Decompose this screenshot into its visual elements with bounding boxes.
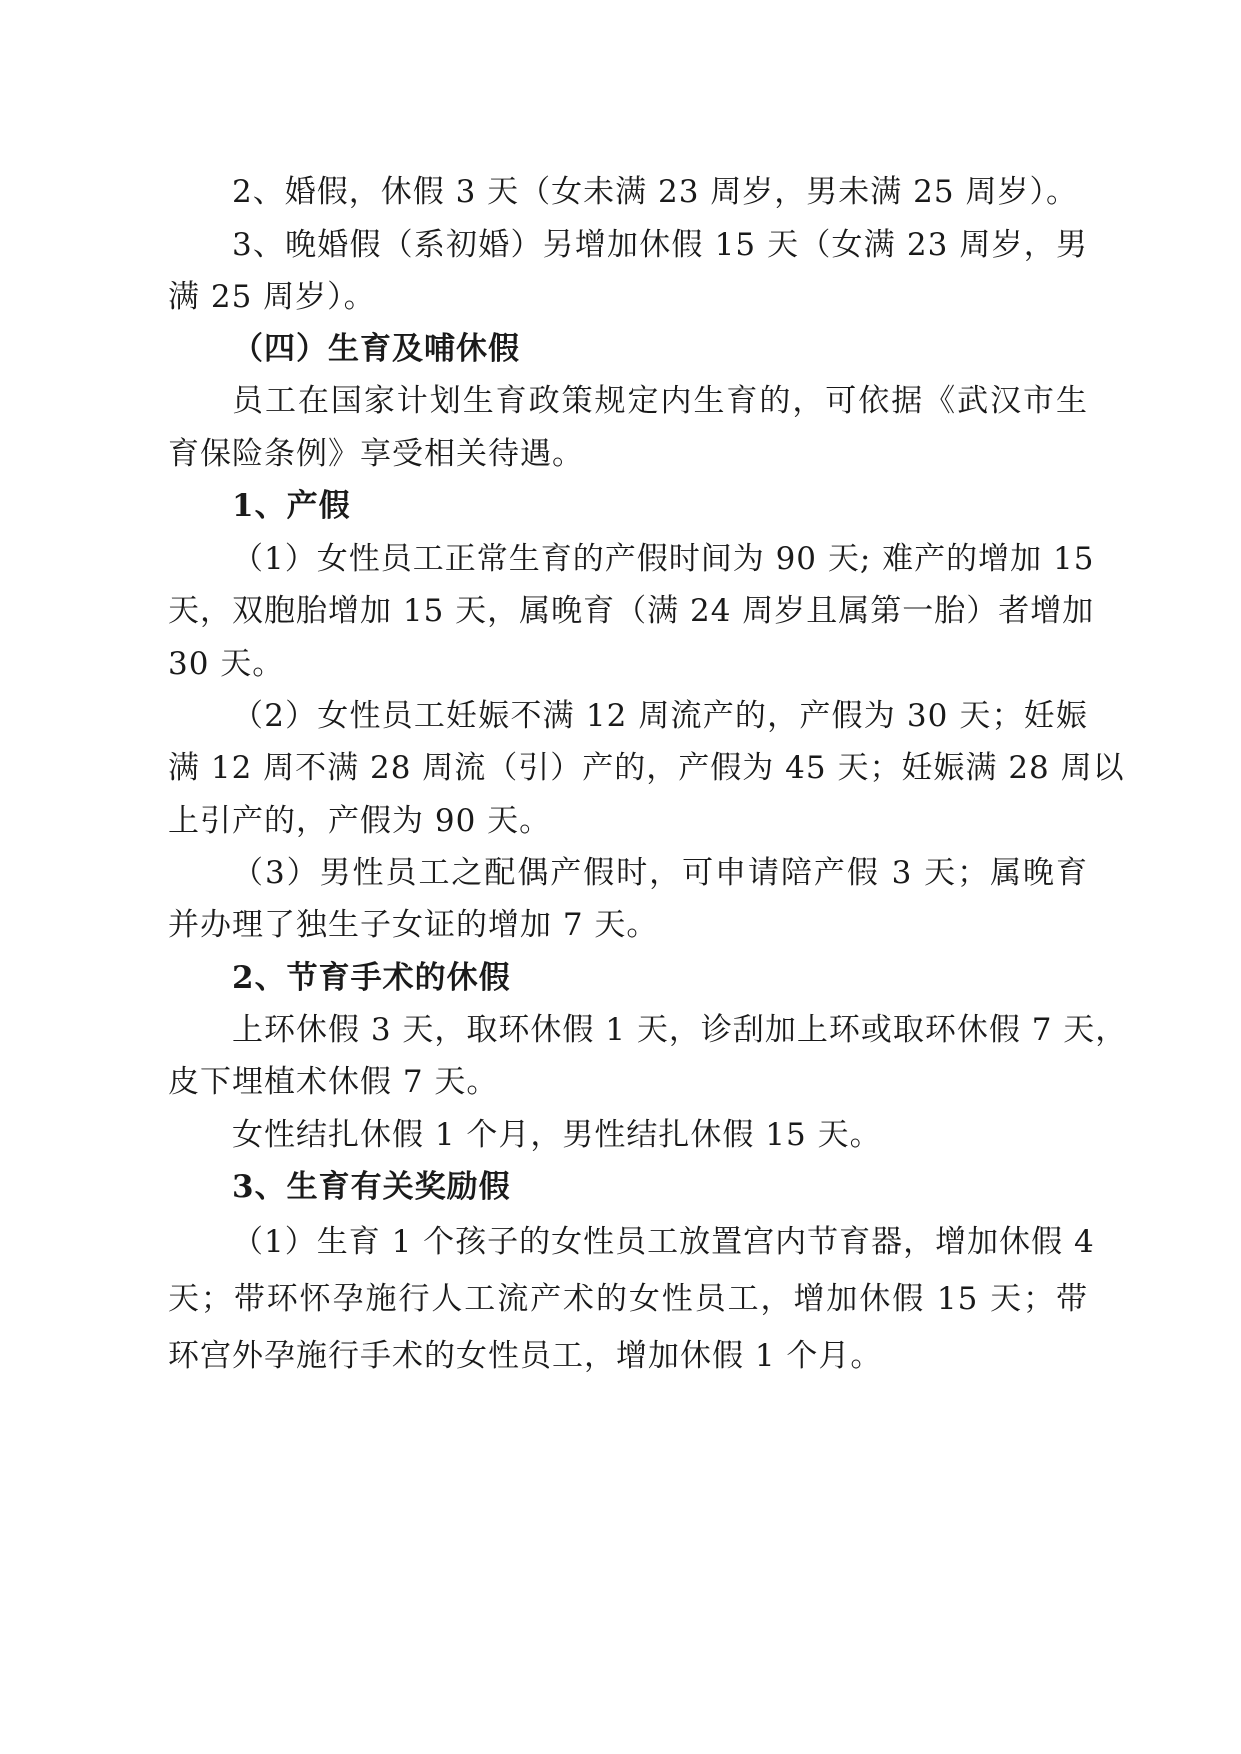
paragraph-sterilization-leave: 女性结扎休假 1 个月，男性结扎休假 15 天。 xyxy=(232,1117,882,1153)
paragraph-reward-item-1-line-1: （1）生育 1 个孩子的女性员工放置宫内节育器，增加休假 4 xyxy=(232,1224,1095,1260)
paragraph-item-1-line-3: 30 天。 xyxy=(168,646,285,682)
paragraph-marriage-leave: 2、婚假，休假 3 天（女未满 23 周岁，男未满 25 周岁）。 xyxy=(232,174,1078,210)
paragraph-maternity-intro-line-2: 育保险条例》享受相关待遇。 xyxy=(168,436,584,472)
paragraph-item-2-line-2: 满 12 周不满 28 周流（引）产的，产假为 45 天；妊娠满 28 周以 xyxy=(168,750,1125,786)
paragraph-iud-leave-line-2: 皮下埋植术休假 7 天。 xyxy=(168,1064,499,1100)
paragraph-maternity-intro-line-1: 员工在国家计划生育政策规定内生育的，可依据《武汉市生 xyxy=(232,383,1088,419)
paragraph-item-3-line-2: 并办理了独生子女证的增加 7 天。 xyxy=(168,907,659,943)
paragraph-item-2-line-3: 上引产的，产假为 90 天。 xyxy=(168,803,552,839)
paragraph-item-1-line-2: 天，双胞胎增加 15 天，属晚育（满 24 周岁且属第一胎）者增加 xyxy=(168,593,1095,629)
paragraph-late-marriage-leave-line-1: 3、晚婚假（系初婚）另增加休假 15 天（女满 23 周岁，男 xyxy=(232,227,1088,263)
paragraph-reward-item-1-line-2: 天；带环怀孕施行人工流产术的女性员工，增加休假 15 天；带 xyxy=(168,1281,1088,1317)
paragraph-iud-leave-line-1: 上环休假 3 天，取环休假 1 天，诊刮加上环或取环休假 7 天， xyxy=(232,1012,1128,1048)
subheading-reward-leave: 3、生育有关奖励假 xyxy=(232,1169,511,1205)
subheading-maternity-leave: 1、产假 xyxy=(232,488,351,524)
paragraph-late-marriage-leave-line-2: 满 25 周岁）。 xyxy=(168,279,376,315)
subheading-contraception-surgery-leave: 2、节育手术的休假 xyxy=(232,960,511,996)
paragraph-reward-item-1-line-3: 环宫外孕施行手术的女性员工，增加休假 1 个月。 xyxy=(168,1338,883,1374)
paragraph-item-1-line-1: （1）女性员工正常生育的产假时间为 90 天; 难产的增加 15 xyxy=(232,541,1095,577)
section-heading-maternity: （四）生育及哺休假 xyxy=(232,331,520,367)
paragraph-item-3-line-1: （3）男性员工之配偶产假时，可申请陪产假 3 天；属晚育 xyxy=(232,855,1088,891)
paragraph-item-2-line-1: （2）女性员工妊娠不满 12 周流产的，产假为 30 天；妊娠 xyxy=(232,698,1088,734)
